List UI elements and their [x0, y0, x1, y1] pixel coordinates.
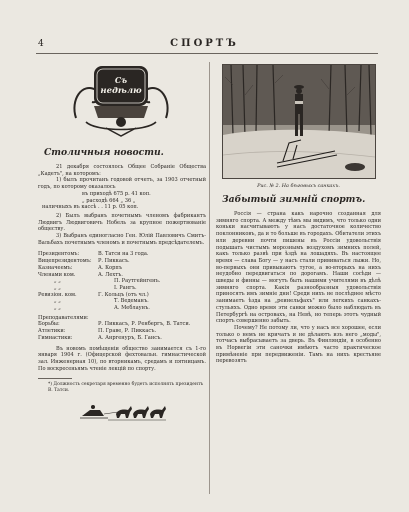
officer-role: Ревизіон. ком.: [38, 291, 77, 298]
header-rule: [36, 53, 378, 54]
column-divider: [209, 62, 210, 494]
officer-name: А. Корпъ: [98, 264, 123, 271]
paragraph-article-1: Россія — страна какъ нарочно созданная для зимняго спорта. А между тѣмъ мы видимъ, что только одни коньки насчитываютъ у насъ достаточное количество поклонниковъ, да и то больше въ городахъ. Обитатели этихъ или деревни почти пишены въ Россіи удовольствія подышать чистымъ морознымъ воздухомъ зимнихъ полей, какъ только развѣ при ѣздѣ на лошадяхъ. Въ настоящее время — слава Богу — у насъ стали прививаться лыжи. Но, во-первыхъ они привыкаютъ тугое, а во-вторыхъ на нихъ неудобно передвигаться по дорогамъ. Наши сосѣди — шведы и финны — могутъ быть нашими учителями въ дѣлѣ зимняго спорта. Какія разнообразныя удовольствія приносятъ имъ зимніе дни! Среди нихъ не послѣднее мѣсто занимаетъ ѣзда на „реинельфахъ" или легкихъ санкахъ-стульяхъ. Одно время эти санки можно было наблюдать въ Петербургѣ на островахъ, на Невѣ, но теперь этотъ чудный спортъ совершенно забыть.: [216, 211, 381, 325]
footnote-rule: [38, 378, 72, 379]
photo-sled-rider: [222, 64, 376, 179]
paragraph-honorary-member: 2) Былъ выбранъ почетнымъ членомъ фабрикантъ Людвигъ Людвиговичъ Нобель за крупное пожертвованіе обществу.: [38, 212, 206, 233]
officer-role: „ „: [54, 298, 61, 305]
left-column: [38, 60, 206, 422]
emblem-line1: Съ: [114, 75, 128, 85]
officer-role: Вицепрезидентомъ:: [38, 258, 92, 265]
photo-caption: Рис. № 2. На бѣговыхъ санкахъ.: [257, 183, 340, 189]
officer-row: [38, 292, 206, 299]
money-line-expense: „ расходѣ 664 „ 36 „: [82, 197, 136, 204]
emblem-line2: недѣлю: [100, 86, 142, 96]
officer-row: [38, 265, 206, 272]
officer-role: „ „: [54, 278, 61, 285]
paragraph-report: 1) былъ прочитанъ годовой отчетъ, за 1903 отчетный годъ, по которому оказалось: [38, 177, 206, 191]
teacher-discipline: Борьбы:: [38, 321, 60, 328]
officer-role: Президентомъ:: [38, 251, 80, 258]
officer-row: [38, 258, 206, 265]
officer-name: Т. Ведеманъ.: [114, 298, 149, 305]
section-title-capital-news: Столичныя новости.: [44, 147, 164, 158]
running-title: СПОРТЪ: [170, 38, 239, 49]
paragraph-intro: 21 декабря состоялось Общее Собраніе Общества „Кадетъ", на которомъ:: [38, 164, 206, 177]
teachers-list: [38, 321, 206, 341]
officer-name: I. Рангъ.: [114, 284, 137, 291]
footnote: *) Должность секретаря временно будетъ исполнять президентъ В. Татси.: [48, 382, 204, 393]
money-line-income: въ приходѣ 675 р. 41 коп.: [82, 190, 151, 197]
officer-name: Р. Пиккасъ.: [98, 258, 130, 265]
teacher-row: [38, 335, 206, 342]
officer-role: „ „: [54, 284, 61, 291]
sleigh-vignette: [78, 400, 168, 422]
page-number: 4: [38, 39, 44, 49]
paragraph-honorary-president: 3) Выбранъ единогласно Ген. Юлій Павловичъ Смитъ-Вальбахъ почетнымъ членомъ и почетнымъ предсѣдателемъ.: [38, 233, 206, 246]
officer-row: [38, 285, 206, 292]
horse-sleigh-icon: [78, 400, 168, 422]
officer-row: [38, 272, 206, 279]
officer-name: Г. Кольцъ (отъ чл.): [98, 291, 149, 298]
paragraph-article-2: Почему? Не потому ли, что у насъ все хорошее, если только о немъ не кричатъ и не дѣлаютъ изъ него „моды", тотчасъ выбрасываетъ за дверь. Въ Финляндіи, в особенно въ Норвегіи эти саночки имѣютъ часто практическое примѣненіе при передвиженіи. Тамъ на нихъ крестьяне перевозятъ: [216, 324, 381, 365]
money-line-cash: наличныхъ въ кассѣ . . 11 р. 05 коп.: [42, 204, 139, 211]
officer-name: А. Лехтъ.: [98, 271, 123, 278]
officers-list: [38, 251, 206, 311]
teachers-heading: Преподавателями:: [38, 314, 89, 321]
officer-name: П. Раутгейнгенъ.: [114, 278, 161, 285]
teacher-row: [38, 328, 206, 335]
teacher-names: Р. Пиккасъ, Р. Ренбергъ, В. Татси.: [98, 321, 191, 328]
teacher-names: А. Анргенуръ, Б. Гансъ.: [98, 334, 162, 341]
paragraph-new-premises: Въ новомъ помѣщеніи общество занимается съ 1-го января 1904 г. (Офицерской фехтовальн. гимнастической зал. Инженерная 10), по вторникамъ, средамъ и пятницамъ. По воскресеньямъ чтеніе лекцій по спорту.: [38, 345, 206, 372]
winter-forest-photo: [223, 65, 375, 178]
officer-role: Членами ком.: [38, 271, 76, 278]
right-column: [216, 60, 381, 365]
officer-name: А. Меблаунъ.: [114, 305, 150, 312]
teacher-names: П. Граве, Р. Пиккасъ.: [98, 328, 157, 335]
section-title-forgotten-sport: Забытый зимній спортъ.: [222, 194, 366, 205]
officer-role: „ „: [54, 305, 61, 312]
officer-row: [38, 251, 206, 258]
teacher-row: [38, 321, 206, 328]
teacher-discipline: Гимнастики:: [38, 334, 73, 341]
officer-row: [38, 278, 206, 285]
officer-row: [38, 305, 206, 312]
ornamental-emblem-icon: [66, 60, 176, 140]
officer-name: В. Татси на 3 года.: [98, 251, 149, 258]
teacher-discipline: Атлетики:: [38, 328, 66, 335]
officer-role: Казначеемъ:: [38, 264, 73, 271]
section-emblem: [66, 60, 176, 140]
